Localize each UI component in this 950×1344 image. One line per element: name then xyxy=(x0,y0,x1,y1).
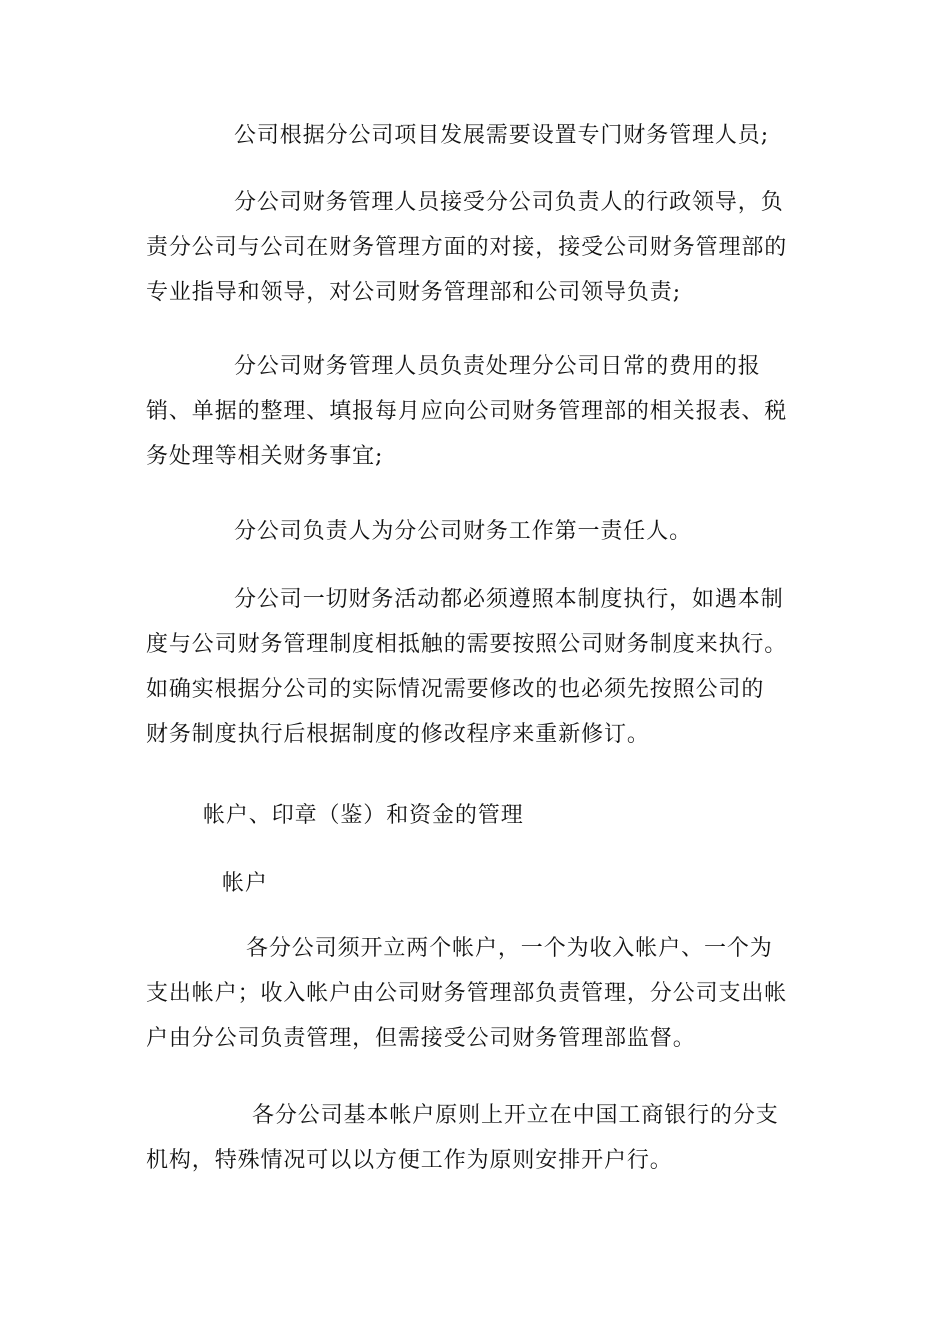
text-line: 户由分公司负责管理，但需接受公司财务管理部监督。 xyxy=(146,1026,696,1051)
text-line: 度与公司财务管理制度相抵触的需要按照公司财务制度来执行。 xyxy=(146,632,788,657)
subsection-heading: 帐户 xyxy=(222,871,268,896)
text-line: 销、单据的整理、填报每月应向公司财务管理部的相关报表、税 xyxy=(146,399,788,424)
text-line: 支出帐户；收入帐户由公司财务管理部负责管理，分公司支出帐 xyxy=(146,981,788,1006)
paragraph-staff-duties xyxy=(146,344,808,479)
paragraph-finance-staff-setup xyxy=(146,113,808,158)
paragraph-compliance xyxy=(146,577,808,757)
text-line: 责分公司与公司在财务管理方面的对接，接受公司财务管理部的 xyxy=(146,235,788,260)
text-line: 机构，特殊情况可以以方便工作为原则安排开户行。 xyxy=(146,1148,673,1173)
text-line: 各分公司须开立两个帐户，一个为收入帐户、一个为 xyxy=(246,936,773,961)
text-line: 如确实根据分公司的实际情况需要修改的也必须先按照公司的 xyxy=(146,677,765,702)
paragraph-accounts xyxy=(146,926,808,1061)
text-line: 各分公司基本帐户原则上开立在中国工商银行的分支 xyxy=(252,1103,779,1128)
text-line: 公司根据分公司项目发展需要设置专门财务管理人员; xyxy=(234,123,770,148)
text-line: 财务制度执行后根据制度的修改程序来重新修订。 xyxy=(146,722,650,747)
paragraph-basic-account-bank xyxy=(146,1093,808,1183)
text-line: 专业指导和领导，对公司财务管理部和公司领导负责; xyxy=(146,280,682,305)
text-line: 分公司一切财务活动都必须遵照本制度执行，如遇本制 xyxy=(234,587,784,612)
text-line: 分公司负责人为分公司财务工作第一责任人。 xyxy=(234,519,693,544)
text-line: 分公司财务管理人员负责处理分公司日常的费用的报 xyxy=(234,354,761,379)
paragraph-staff-leadership xyxy=(146,180,808,315)
text-line: 分公司财务管理人员接受分公司负责人的行政领导，负 xyxy=(234,190,784,215)
paragraph-primary-responsibility xyxy=(146,509,808,554)
text-line: 务处理等相关财务事宜; xyxy=(146,444,384,469)
section-heading: 帐户、印章（鉴）和资金的管理 xyxy=(203,803,524,828)
